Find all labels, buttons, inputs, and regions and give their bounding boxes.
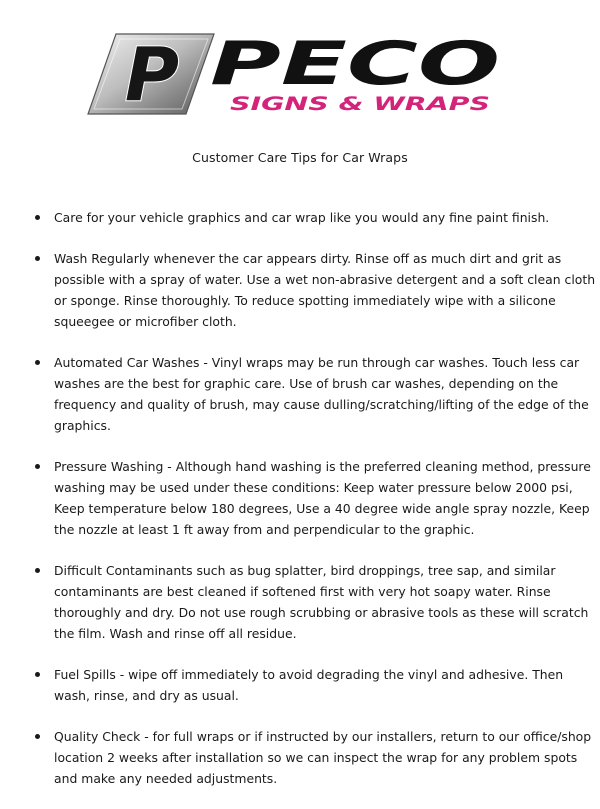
tip-item: Difficult Contaminants such as bug splatter, bird droppings, tree sap, and similar contaminants are best cleaned if softened first with very hot soapy water. Rinse thoroughly and dry. Do not use rough scrubbing or abrasive tools as these will scratch the film. Wash and rinse off all residue.: [30, 560, 596, 644]
tip-item: Fuel Spills - wipe off immediately to avoid degrading the vinyl and adhesive. Then wash, rinse, and dry as usual.: [30, 664, 596, 706]
tip-item: Pressure Washing - Although hand washing is the preferred cleaning method, pressure washing may be used under these conditions: Keep water pressure below 2000 psi, Keep temperature below 180 degrees, Use a 40 degree wide angle spray nozzle, Keep the nozzle at least 1 ft away from and perpendicular to the graphic.: [30, 456, 596, 540]
peco-logo-graphic: [82, 28, 512, 120]
logo-letter-p: P: [124, 32, 180, 118]
tip-item: Quality Check - for full wraps or if instructed by our installers, return to our office/shop location 2 weeks after installation so we can inspect the wrap for any problem spots and make any needed adjustments.: [30, 726, 596, 789]
tip-item: Automated Car Washes - Vinyl wraps may be run through car washes. Touch less car washes are the best for graphic care. Use of brush car washes, depending on the frequency and quality of brush, may cause dulling/scratching/lifting of the edge of the graphics.: [30, 352, 596, 436]
tip-item: Care for your vehicle graphics and car wrap like you would any fine paint finish.: [30, 207, 596, 228]
peco-logo: [82, 28, 512, 120]
document-title: Customer Care Tips for Car Wraps: [192, 150, 408, 165]
care-tips-list: [30, 207, 596, 809]
logo-tagline: SIGNS & WRAPS: [230, 93, 490, 115]
logo-wordmark: PECO: [210, 29, 500, 99]
tip-item: Wash Regularly whenever the car appears dirty. Rinse off as much dirt and grit as possible with a spray of water. Use a wet non-abrasive detergent and a soft clean cloth or sponge. Rinse thoroughly. To reduce spotting immediately wipe with a silicone squeegee or microfiber cloth.: [30, 248, 596, 332]
